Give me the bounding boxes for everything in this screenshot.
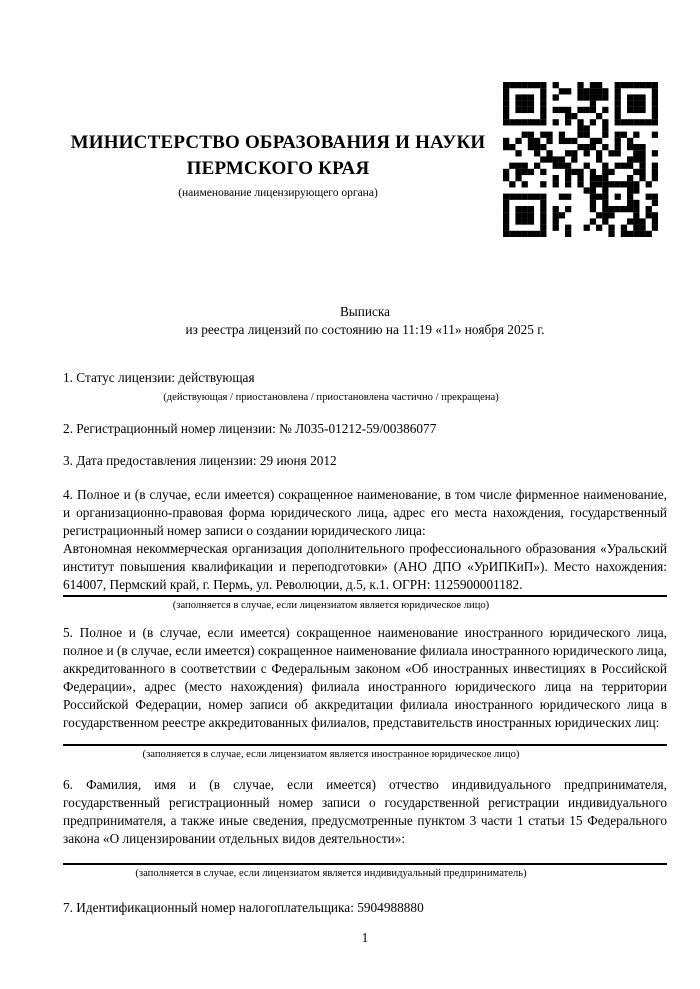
item-taxpayer-number: 7. Идентификационный номер налогоплательщика: 5904988880 bbox=[63, 900, 424, 915]
item-entrepreneur-label: 6. Фамилия, имя и (в случае, если имеется) отчество индивидуального предпринимателя, государственный регистрационный номер записи о государственной регистрации индивидуального предпринимателя, а также иные сведения, предусмотренные пунктом 3 части 1 статьи 15 Федерального закона «О лицензировании отдельных видов деятельности»: bbox=[63, 777, 667, 846]
item-legal-entity-label: 4. Полное и (в случае, если имеется) сокращенное наименование, в том числе фирменное наименование, и организационно-правовая форма юридического лица, адрес его места нахождения, государственный регистрационный номер записи о создании юридического лица: bbox=[63, 487, 667, 538]
divider-legal-entity bbox=[63, 595, 667, 597]
item-legal-entity-caption: (заполняется в случае, если лицензиатом является юридическое лицо) bbox=[172, 600, 490, 611]
item-license-status-caption: (действующая / приостановлена / приостановлена частично / прекращена) bbox=[163, 392, 499, 403]
item-foreign-entity-label: 5. Полное и (в случае, если имеется) сокращенное наименование иностранного юридического лица, полное и (в случае, если имеется) сокращенное наименование филиала иностранного юридического лица, аккредитованного в соответствии с Федеральным законом «Об иностранных инвестициях в Российской Федерации», адрес (место нахождения) филиала иностранного юридического лица на территории Российской Федерации, номер записи об аккредитации филиала иностранного юридического лица в государственном реестре аккредитованных филиалов, представительств иностранных юридических лиц: bbox=[63, 625, 667, 730]
document-title bbox=[63, 303, 667, 339]
licensing-authority-name bbox=[63, 130, 493, 182]
document-title-line2: из реестра лицензий по состоянию на 11:19 «11» ноября 2025 г. bbox=[185, 322, 545, 337]
item-grant-date: 3. Дата предоставления лицензии: 29 июня 2012 bbox=[63, 453, 337, 468]
org-name-caption: (наименование лицензирующего органа) bbox=[178, 187, 378, 199]
item-license-status: 1. Статус лицензии: действующая bbox=[63, 370, 255, 385]
divider-foreign-entity bbox=[63, 744, 667, 746]
org-name-line2: ПЕРМСКОГО КРАЯ bbox=[186, 158, 370, 179]
licensing-authority-header bbox=[63, 130, 493, 200]
divider-entrepreneur bbox=[63, 863, 667, 865]
document-body bbox=[63, 303, 667, 947]
item-legal-entity-value: Автономная некоммерческая организация дополнительного профессионального образования «Уральский институт повышения квалификации и переподготовки» (АНО ДПО «УрИПКиП»). Место нахождения: 614007, Пермский край, г. Пермь, ул. Революции, д.5, к.1. ОГРН: 1125900001182. bbox=[63, 541, 667, 592]
document-title-line1: Выписка bbox=[339, 304, 391, 319]
item-entrepreneur-caption: (заполняется в случае, если лицензиатом является индивидуальный предприниматель) bbox=[135, 868, 527, 879]
item-registration-number: 2. Регистрационный номер лицензии: № Л035-01212-59/00386077 bbox=[63, 421, 437, 436]
qr-code-icon bbox=[503, 82, 658, 237]
org-name-line1: МИНИСТЕРСТВО ОБРАЗОВАНИЯ И НАУКИ bbox=[70, 132, 486, 153]
item-foreign-entity-caption: (заполняется в случае, если лицензиатом является иностранное юридическое лицо) bbox=[142, 749, 520, 760]
page-number: 1 bbox=[361, 930, 369, 945]
